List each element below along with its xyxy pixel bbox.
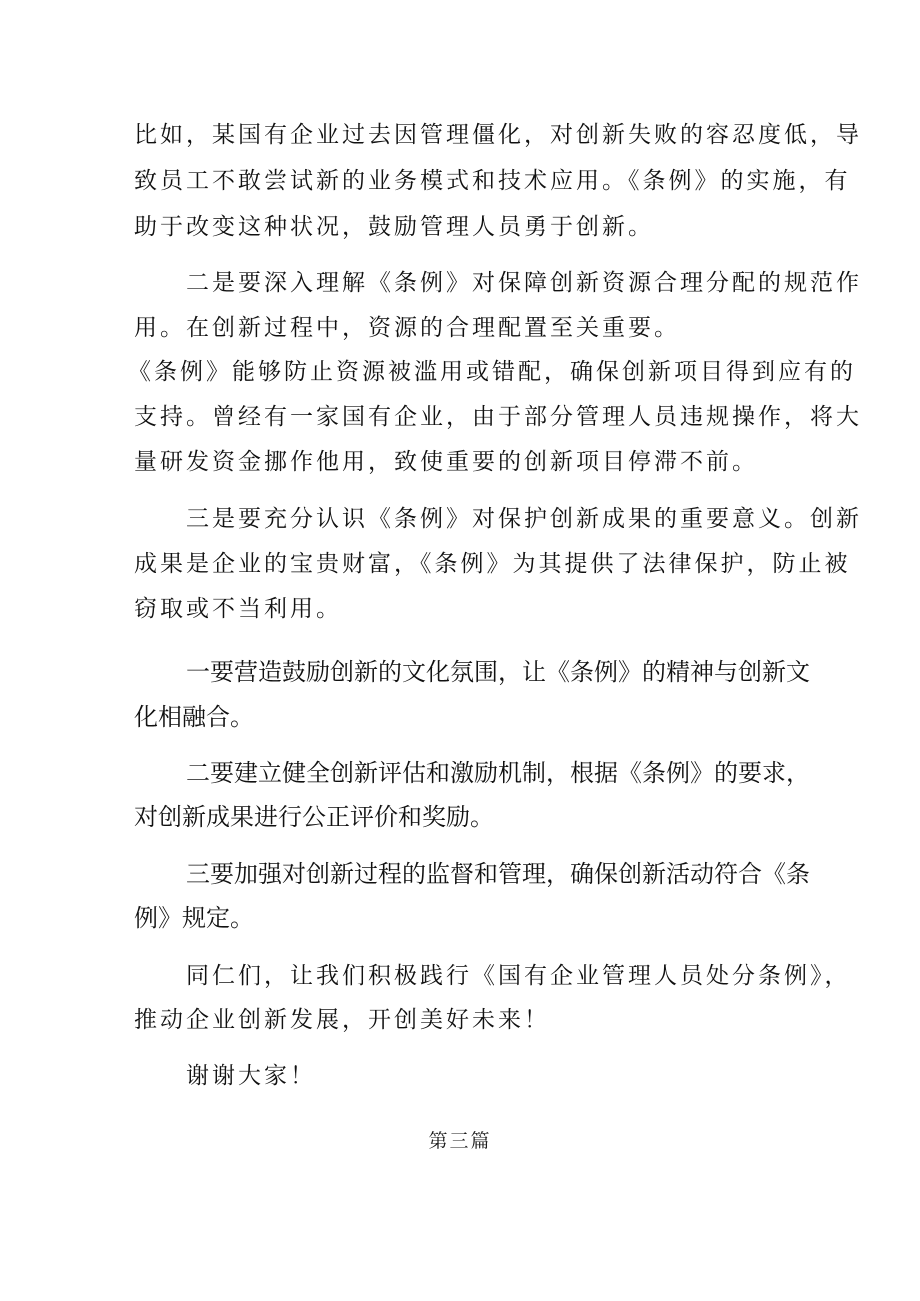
text-line: 支持。曾经有一家国有企业，由于部分管理人员违规操作，将大 (134, 404, 862, 430)
text-line: 量研发资金挪作他用，致使重要的创新项目停滞不前。 (134, 449, 758, 475)
text-line: 化相融合。 (134, 703, 254, 731)
text-line: 助于改变这种状况，鼓励管理人员勇于创新。 (134, 214, 654, 240)
text-line: 例》规定。 (134, 904, 254, 932)
text-line: 二要建立健全创新评估和激励机制，根据《条例》的要求， (186, 759, 810, 787)
text-line: 三是要充分认识《条例》对保护创新成果的重要意义。创新 (186, 506, 862, 532)
text-line: 二是要深入理解《条例》对保障创新资源合理分配的规范作 (186, 270, 862, 296)
text-line: 比如，某国有企业过去因管理僵化，对创新失败的容忍度低，导 (134, 122, 862, 148)
text-line: 推动企业创新发展，开创美好未来！ (134, 1007, 550, 1033)
text-line: 成果是企业的宝贵财富，《条例》为其提供了法律保护，防止被 (134, 551, 851, 577)
section-heading: 第三篇 (428, 1130, 492, 1152)
text-line: 窃取或不当利用。 (134, 596, 342, 622)
text-line: 用。在创新过程中，资源的合理配置至关重要。 (134, 315, 680, 341)
text-line: 谢谢大家！ (186, 1063, 316, 1089)
text-line: 对创新成果进行公正评价和奖励。 (134, 803, 494, 831)
text-line: 致员工不敢尝试新的业务模式和技术应用。《条例》的实施，有 (134, 168, 851, 194)
text-line: 三要加强对创新过程的监督和管理，确保创新活动符合《条 (186, 860, 810, 888)
text-line: 《条例》能够防止资源被滥用或错配，确保创新项目得到应有的 (128, 359, 856, 385)
text-line: 一要营造鼓励创新的文化氛围，让《条例》的精神与创新文 (186, 658, 810, 686)
text-line: 同仁们，让我们积极践行《国有企业管理人员处分条例》， (186, 963, 851, 989)
